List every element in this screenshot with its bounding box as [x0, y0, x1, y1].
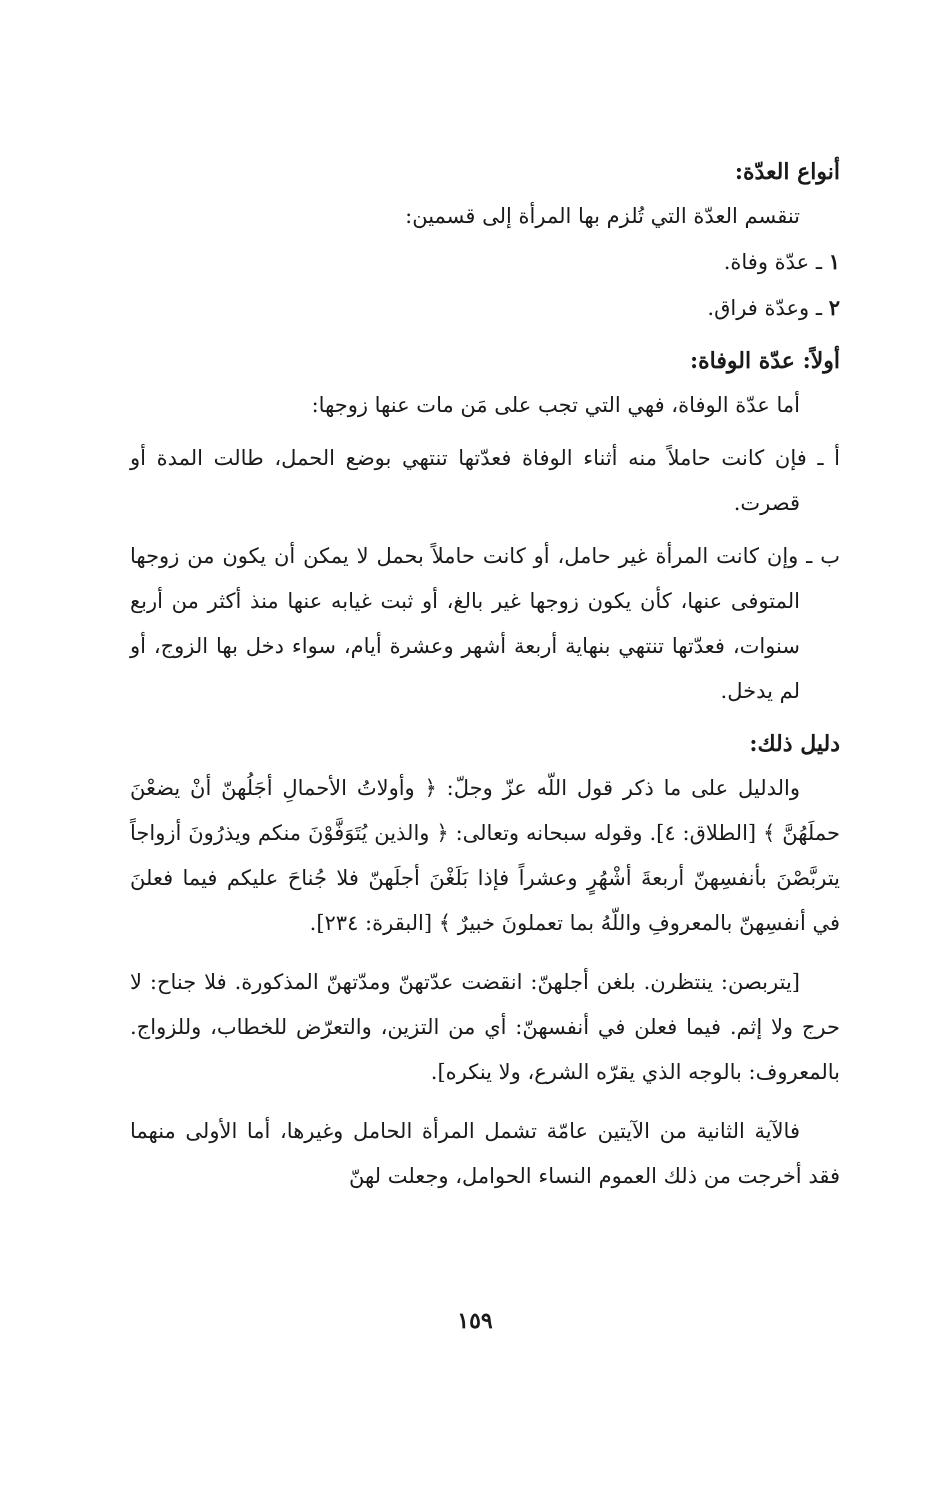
gloss-paragraph: [يتربصن: ينتظرن. بلغن أجلهنّ: انقضت عدّتهنّ ومدّتهنّ المذكورة. فلا جناح: لا حرج ولا إثم. فيما فعلن في أنفسهنّ: أي من التزين، والتعرّض للخطاب، وللزواج. بالمعروف: بالوجه الذي يقرّه الشرع، ولا ينكره]. [130, 970, 840, 1084]
case-b-paragraph: ب ـ وإن كانت المرأة غير حامل، أو كانت حاملاً بحمل لا يمكن أن يكون من زوجها المتوفى عنها، كأن يكون زوجها غير بالغ، أو ثبت غيابه عنها منذ أكثر من أربع سنوات، فعدّتها تنتهي بنهاية أربعة أشهر وعشرة أيام، سواء دخل بها الزوج، أو لم يدخل. [130, 544, 840, 703]
closing-paragraph: فالآية الثانية من الآيتين عامّة تشمل المرأة الحامل وغيرها، أما الأولى منهما فقد أخرجت من ذلك العموم النساء الحوامل، وجعلت لهنّ [130, 1119, 840, 1188]
list-item [130, 239, 840, 285]
page-number: ١٥٩ [457, 1308, 493, 1334]
list-item [130, 285, 840, 331]
evidence-paragraph: والدليل على ما ذكر قول اللّه عزّ وجلّ: ﴿ وأولاتُ الأحمالِ أجَلُهنّ أنْ يضعْنَ حملَهُنَّ ﴾ [الطلاق: ٤]. وقوله سبحانه وتعالى: ﴿ والذين يُتَوَفَّوْنَ منكم ويذرُونَ أزواجاً يتربَّصْنَ بأنفسِهنّ أربعةَ أشْهُرٍ وعشراً فإذا بَلَغْنَ أجلَهنّ فلا جُناحَ عليكم فيما فعلنَ في أنفسِهنّ بالمعروفِ واللّهُ بما تعملونَ خبيرٌ ﴾ [البقرة: ٢٣٤]. [130, 776, 840, 935]
list-item-text: ـ عدّة وفاة. [723, 250, 823, 274]
death-waiting-intro: أما عدّة الوفاة، فهي التي تجب على مَن مات عنها زوجها: [311, 393, 800, 417]
list-item-number: ٢ [828, 295, 840, 320]
section-heading-death-waiting: أولاً: عدّة الوفاة: [690, 348, 840, 374]
list-item-text: ـ وعدّة فراق. [707, 296, 823, 320]
types-intro: تنقسم العدّة التي تُلزم بها المرأة إلى قسمين: [405, 204, 800, 228]
case-a-paragraph: أ ـ فإن كانت حاملاً منه أثناء الوفاة فعدّتها تنتهي بوضع الحمل، طالت المدة أو قصرت. [130, 446, 841, 515]
section-heading-types: أنواع العدّة: [734, 159, 840, 185]
page-body [130, 150, 840, 1199]
list-item-number: ١ [828, 249, 840, 274]
section-heading-evidence: دليل ذلك: [749, 731, 840, 757]
